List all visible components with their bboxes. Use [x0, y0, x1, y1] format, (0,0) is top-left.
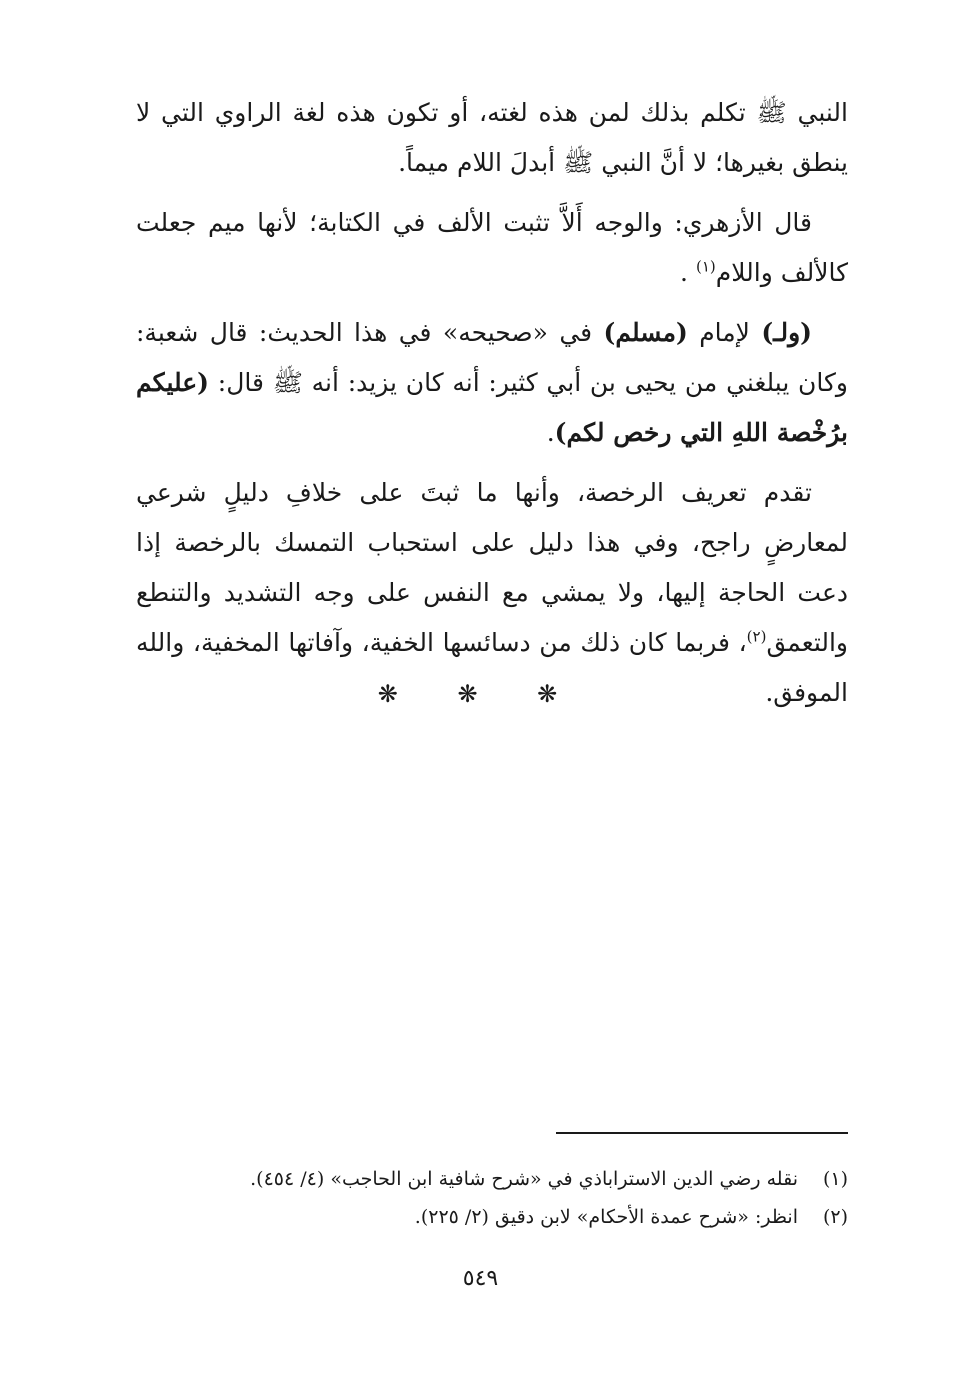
- section-separator: ❋ ❋ ❋: [377, 680, 584, 708]
- paragraph-2: [136, 198, 848, 298]
- footnote-1: [136, 1160, 848, 1198]
- footnotes: [136, 1160, 848, 1236]
- main-text: [136, 88, 848, 728]
- footnote-2: [136, 1198, 848, 1236]
- hadith-quote: (عليكم برُخْصة اللهِ التي رخص لكم): [136, 368, 848, 447]
- footnote-2-number: (٢): [822, 1206, 848, 1228]
- paragraph-3: [136, 308, 848, 458]
- paragraph-1-text: النبي ﷺ تكلم بذلك لمن هذه لغته، أو تكون هذه لغة الراوي التي لا ينطق بغيرها؛ لا أنَّ النبي ﷺ أبدلَ اللام ميماً.: [136, 98, 848, 177]
- footnote-2-text: انظر: «شرح عمدة الأحكام» لابن دقيق (٢/ ٢٢٥).: [414, 1206, 798, 1228]
- paragraph-3-label: (ولـ): [761, 318, 813, 347]
- paragraph-2-end: .: [680, 258, 696, 287]
- paragraph-3-text-a: لإمام: [687, 318, 762, 347]
- paragraph-3-text-b: في «صحيحه» في هذا الحديث: قال شعبة: وكان يبلغني من يحيى بن أبي كثير: أنه كان يزيد: أنه ﷺ قال:: [136, 318, 848, 397]
- paragraph-3-muslim: (مسلم): [603, 318, 688, 347]
- paragraph-3-end: .: [546, 418, 555, 447]
- footnote-1-text: نقله رضي الدين الاستراباذي في «شرح شافية ابن الحاجب» (٤/ ٤٥٤).: [250, 1168, 798, 1190]
- page-number: ٥٤٩: [462, 1266, 499, 1291]
- footnote-ref-1: (١): [695, 257, 716, 276]
- paragraph-4-text: تقدم تعريف الرخصة، وأنها ما ثبتَ على خلافِ دليلٍ شرعي لمعارضٍ راجح، وفي هذا دليل على استحباب التمسك بالرخصة إذا دعت الحاجة إليها، ولا يمشي مع النفس على وجه التشديد والتنطع والتعمق: [136, 478, 848, 657]
- footnote-ref-2: (٢): [746, 627, 767, 646]
- paragraph-1: [136, 88, 848, 188]
- footnote-divider: [556, 1132, 848, 1134]
- footnote-1-number: (١): [822, 1168, 848, 1190]
- paragraph-2-text: قال الأزهري: والوجه أَلاَّ تثبت الألف في الكتابة؛ لأنها ميم جعلت كالألف واللام: [136, 208, 848, 287]
- paragraph-4-end: ، فربما كان ذلك من دسائسها الخفية، وآفاتها المخفية، والله الموفق.: [136, 628, 848, 707]
